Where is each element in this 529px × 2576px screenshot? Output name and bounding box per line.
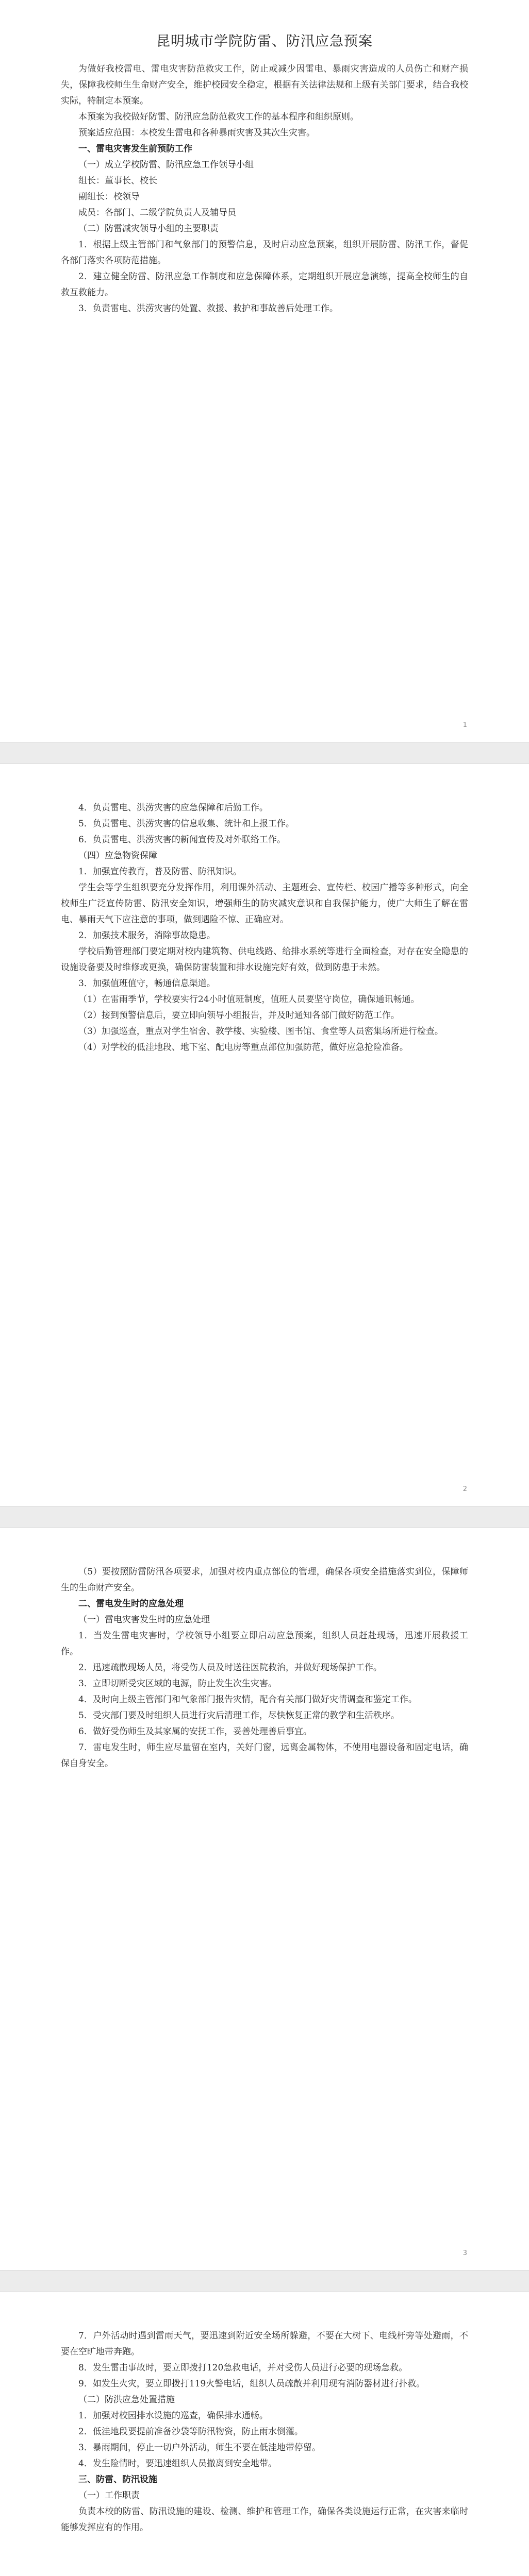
body-paragraph: 5．负责雷电、洪涝灾害的信息收集、统计和上报工作。 [78,819,294,829]
body-paragraph: （1）在雷雨季节，学校要实行24小时值班制度，值班人员要坚守岗位，确保通讯畅通。 [78,994,420,1005]
body-paragraph: 3．负责雷电、洪涝灾害的处置、救援、救护和事故善后处理工作。 [78,303,338,314]
body-paragraph: 组长：董事长、校长 [78,176,157,186]
body-paragraph: 7．雷电发生时，师生应尽量留在室内，关好门窗，远离金属物体，不使用电器设备和固定电话，确保自身安全。 [61,1742,468,1769]
page-number: 3 [462,2249,467,2257]
subsection-heading: （一）成立学校防雷、防汛应急工作领导小组 [78,160,254,170]
document-page [0,1528,529,2270]
section-heading: 三、防雷、防汛设施 [78,2475,157,2485]
body-paragraph: 5．受灾部门要及时组织人员进行灾后清理工作，尽快恢复正常的教学和生活秩序。 [78,1710,400,1721]
body-paragraph: 副组长：校领导 [78,192,140,202]
body-paragraph: 2．加强技术服务，消除事故隐患。 [78,930,216,941]
body-paragraph: 成员：各部门、二级学院负责人及辅导员 [78,208,236,218]
document-page [0,0,529,742]
body-paragraph: 2．建立健全防雷、防汛应急工作制度和应急保障体系，定期组织开展应急演练，提高全校师生的自救互救能力。 [61,272,468,298]
subsection-heading: （一）雷电灾害发生时的应急处理 [78,1615,210,1625]
body-paragraph: 4．及时向上级主管部门和气象部门报告灾情，配合有关部门做好灾情调查和鉴定工作。 [78,1694,417,1705]
body-paragraph: 7．户外活动时遇到雷雨天气，要迅速到附近安全场所躲避，不要在大树下、电线杆旁等处避雨，不要在空旷地带奔跑。 [61,2331,468,2357]
body-paragraph: （4）对学校的低洼地段、地下室、配电房等重点部位加强防范，做好应急抢险准备。 [78,1042,408,1053]
body-paragraph: 1．当发生雷电灾害时，学校领导小组要立即启动应急预案，组织人员赶赴现场，迅速开展救援工作。 [61,1631,468,1657]
body-paragraph: 学校后勤管理部门要定期对校内建筑物、供电线路、给排水系统等进行全面检查，对存在安全隐患的设施设备要及时维修或更换，确保防雷装置和排水设施完好有效，做到防患于未然。 [61,946,468,973]
body-paragraph: 3．暴雨期间，停止一切户外活动，师生不要在低洼地带停留。 [78,2443,321,2453]
page-separator [0,2270,529,2292]
page-separator [0,742,529,764]
body-paragraph: 8．发生雷击事故时，要立即拨打120急救电话，并对受伤人员进行必要的现场急救。 [78,2363,408,2373]
body-paragraph: 6．负责雷电、洪涝灾害的新闻宣传及对外联络工作。 [78,835,286,845]
page-separator [0,1506,529,1528]
subsection-heading: （二）防洪应急处置措施 [78,2395,175,2405]
body-paragraph: 1．根据上级主管部门和气象部门的预警信息，及时启动应急预案，组织开展防雷、防汛工作，督促各部门落实各项防范措施。 [61,240,468,266]
page-number: 1 [462,721,467,729]
body-paragraph: 为做好我校雷电、雷电灾害防范救灾工作，防止或减少因雷电、暴雨灾害造成的人员伤亡和财产损失，保障我校师生生命财产安全，维护校园安全稳定，根据有关法律法规和上级有关部门要求，结合我校实际，特制定本预案。 [61,64,468,106]
page-number: 2 [462,1485,467,1493]
body-paragraph: 负责本校的防雷、防汛设施的建设、检测、维护和管理工作，确保各类设施运行正常，在灾害来临时能够发挥应有的作用。 [61,2506,468,2533]
body-paragraph: 2．迅速疏散现场人员，将受伤人员及时送往医院救治，并做好现场保护工作。 [78,1663,382,1673]
body-paragraph: 3．加强值班值守，畅通信息渠道。 [78,978,216,989]
body-paragraph: 9．如发生火灾，要立即拨打119火警电话，组织人员疏散并利用现有消防器材进行扑救。 [78,2379,425,2389]
section-heading: 二、雷电发生时的应急处理 [78,1599,184,1609]
subsection-heading: （一）工作职责 [78,2490,140,2501]
body-paragraph: 1．加强宣传教育，普及防雷、防汛知识。 [78,867,242,877]
body-paragraph: （5）要按照防雷防汛各项要求，加强对校内重点部位的管理，确保各项安全措施落实到位，保障师生的生命财产安全。 [61,1567,468,1593]
body-paragraph: 4．发生险情时，要迅速组织人员撤离到安全地带。 [78,2459,277,2469]
section-heading: 一、雷电灾害发生前预防工作 [78,144,192,154]
subsection-heading: （二）防雷减灾领导小组的主要职责 [78,224,219,234]
body-paragraph: 4．负责雷电、洪涝灾害的应急保障和后勤工作。 [78,803,268,813]
document-page [0,764,529,1506]
subsection-heading: （四）应急物资保障 [78,851,157,861]
body-paragraph: （3）加强巡查，重点对学生宿舍、教学楼、实验楼、图书馆、食堂等人员密集场所进行检查。 [78,1026,443,1037]
body-paragraph: 学生会等学生组织要充分发挥作用，利用课外活动、主题班会、宣传栏、校园广播等多种形式，向全校师生广泛宣传防雷、防汛安全知识，增强师生的防灾减灾意识和自我保护能力，使广大师生了解在雷电、暴雨天气下应注意的事项，做到遇险不惊、正确应对。 [61,883,468,925]
body-paragraph: 预案适应范围：本校发生雷电和各种暴雨灾害及其次生灾害。 [78,128,315,138]
body-paragraph: 3．立即切断受灾区域的电源，防止发生次生灾害。 [78,1679,277,1689]
document-page [0,2292,529,2576]
body-paragraph: 2．低洼地段要提前准备沙袋等防汛物资，防止雨水倒灌。 [78,2427,303,2437]
body-paragraph: 6．做好受伤师生及其家属的安抚工作，妥善处理善后事宜。 [78,1726,312,1737]
body-paragraph: （2）接到预警信息后，要立即向领导小组报告，并及时通知各部门做好防范工作。 [78,1010,400,1021]
body-paragraph: 1．加强对校园排水设施的巡查，确保排水通畅。 [78,2411,268,2421]
document-title: 昆明城市学院防雷、防汛应急预案 [156,33,373,49]
body-paragraph: 本预案为我校做好防雷、防汛应急防范救灾工作的基本程序和组织原则。 [78,112,359,122]
